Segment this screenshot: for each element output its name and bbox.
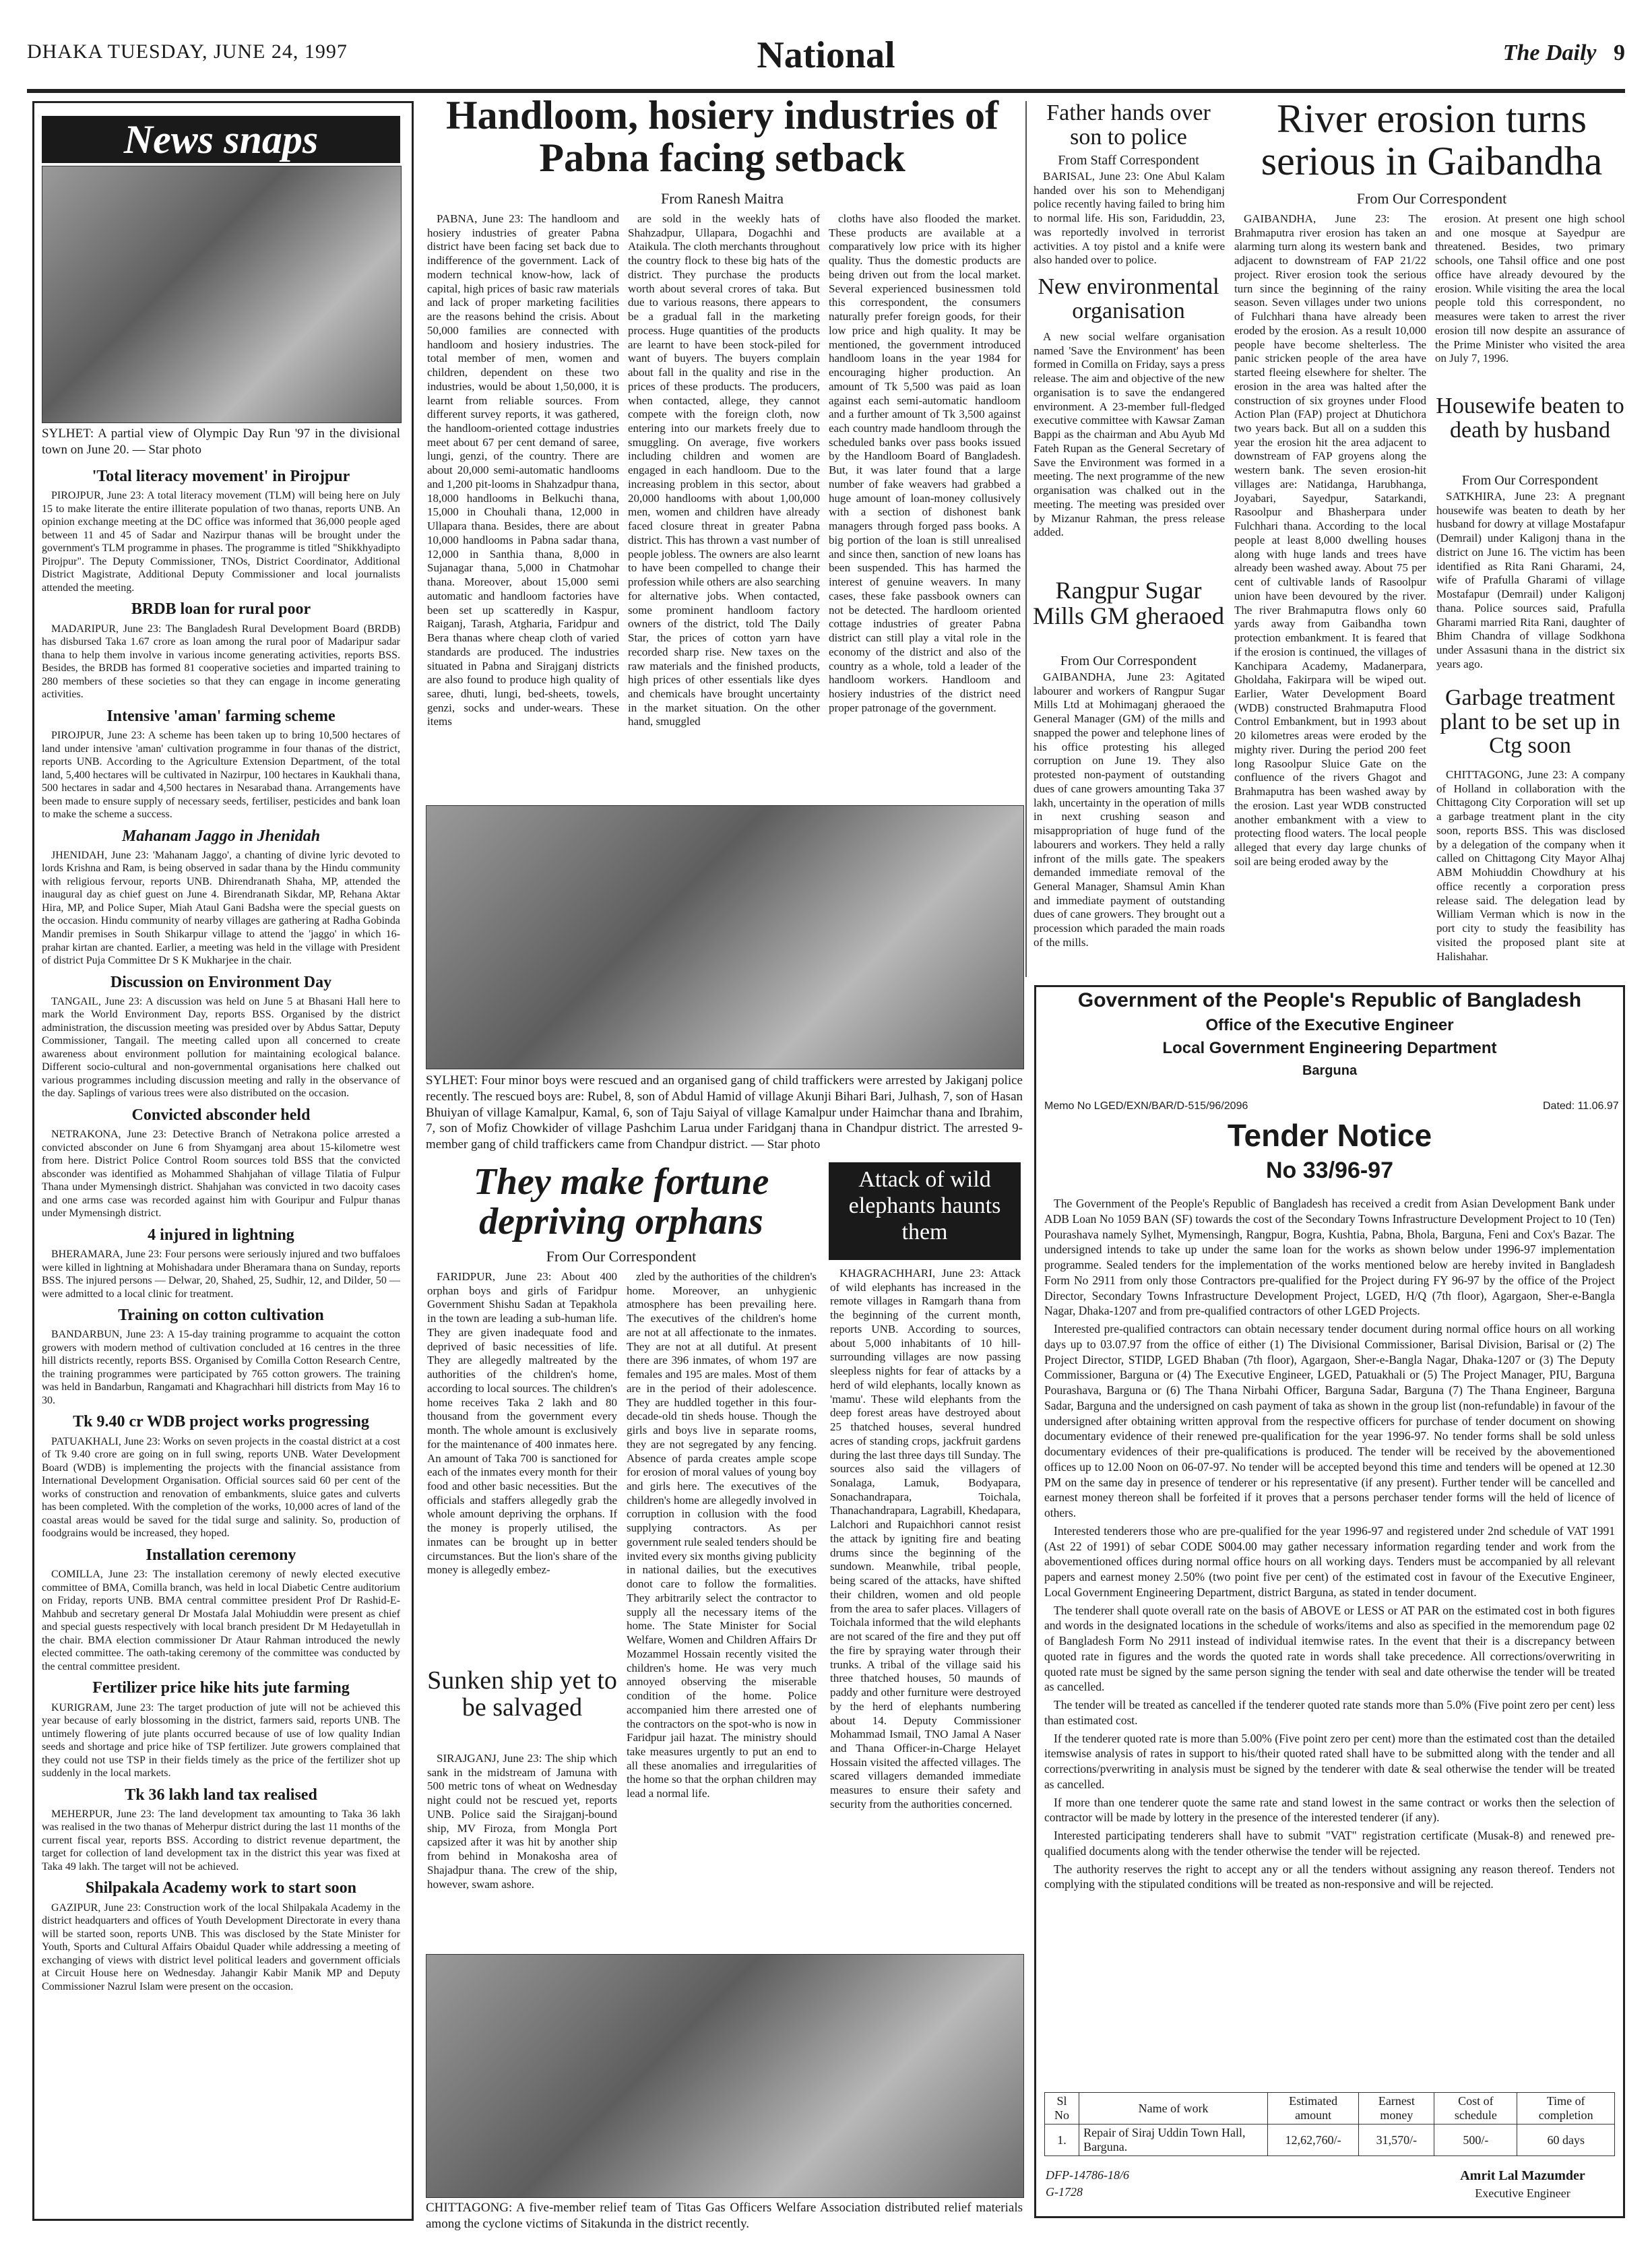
tender-title: Tender Notice	[1227, 1118, 1432, 1153]
snap-headline: Convicted absconder held	[131, 1106, 311, 1124]
snap-body: GAZIPUR, June 23: Construction work of the local Shilpakala Academy in the district headquarters and offices of Youth Development Directorate in every thana will be started soon, reports UNB. This was disclosed by the State Minister for Youth, Sports and Cultural Affairs Obaidul Quader while addressing a meeting of exchanging of views with district level political leaders and government officials at Circuit House here on Wednesday. Jahangir Kabir Manik MP and Deputy Commissioner Nazrul Islam were present on the occasion.	[42, 1901, 400, 1992]
paper-logo: The Daily 9	[1502, 40, 1625, 65]
tender-signer: Amrit Lal Mazumder	[1460, 2168, 1585, 2183]
river-erosion-col-1: GAIBANDHA, June 23: The Brahmaputra river erosion has taken an alarming turn along its western bank and adjacent to downstream of FAP 21/22 project. River erosion took the serious turn since the beginning of the rainy season. Seven villages under two unions of Fulchhari thana have already been eroded by the erosion. As a result 10,000 people have become shelterless. The panic stricken people of the area have started fleeing elsewhere for shelter. The erosion in the area was halted after the construction of six groynes under Flood Action Plan (FAP) project at Dhutichora two years back. But all on a sudden this year the erosion hit the area adjacent to downstream of FAP groyens along the western bank. The seven erosion-hit villages are: Natidanga, Harubhanga, Joyabari, Sayedpur, Satarkandi, Rasoolpur and Bhasherpara under Fulchhari thana. According to the local people at least 8,000 dwelling houses along with huge lands and trees have already been washed away. About 75 per cent of cultivable lands of Rasoolpur union have been devoured by the river. The river Brahmaputra flows only 60 yards away from Gaibandha town protection embankment. It is feared that if the erosion is continued, the villages of Kanchipara Academy, Madanerpara, Gholdaha, Fakirpara will be wiped out. Earlier, Water Development Board (WDB) constructed Brahmaputra Flood Control Embankment, but in 1993 about 20 kilometres areas were eroded by the mighty river. During the period 200 feet long Rasoolpur Sluice Gate on the confluence of the rivers Ghagot and Brahmaputra has been washed away by the erosion. Last year WDB constructed another embankment with a view to protecting flood waters. The local people alleged that every day large chunks of soil are being eroded away by the	[1234, 212, 1426, 868]
snap-body: PIROJPUR, June 23: A total literacy movement (TLM) will being here on July 15 to make literate the entire illiterate population of two thanas, reports UNB. An opinion exchange meeting at the DC office was informed that 36,000 people aged between 11 and 45 of Sadar and Nazirpur thanas will be brought under the government's TLM programme in phases. The programme is titled "Shikkhyadipto Pirojpur". The Deputy Commissioner, TNOs, District Coordinator, Additional District Magistrate, Additional Deputy Commissioner and local journalists attended the meeting.	[42, 490, 400, 594]
father-byline: From Staff Correspondent	[1058, 153, 1199, 168]
tender-paragraph: The authority reserves the right to accept any or all the tenders without assigning any reason thereof. Tenders not complying with the stipulated conditions will be treated as non-responsive and will be rejected.	[1044, 1862, 1615, 1891]
orphans-col-2: zled by the authorities of the children's home. Moreover, an unhygienic atmosphere has been prevailing here. The executives of the children's home are not at all affectionate to the inmates. They are not at all dutiful. At present there are 396 inmates, of whom 197 are females and 195 are males. Most of them are in the period of their adolescence. They are huddled together in this four-decade-old tin sheds house. Though the girls and boys live in separate rooms, they are not segregated by any fencing. Absence of parda creates ample scope for erosion of moral values of young boy and girls here. The executives of the children's home are allegedly involved in corruption in collusion with the food supplying contractors. As per government rule sealed tenders should be invited every six months giving publicity in national dailies, but the executives donot care to follow the formalities. They arbitrarily select the contractor to supply all the necessary items of the home. The State Minister for Social Welfare, Women and Children Affairs Dr Mozammel Hossain recently visited the children's home. He was very much annoyed observing the miserable condition of the home. Police accompanied him there arrested one of the contractors on the spot-who is now in Faridpur jail hazat. The ministry should take measures urgently to put an end to all these anomalies and irregularities of the home so that the orphan children may lead a normal life.	[627, 1270, 817, 1800]
tender-table-cell: 31,570/-	[1359, 2125, 1434, 2156]
snap-headline: Fertilizer price hike hits jute farming	[92, 1679, 350, 1697]
child-traffickers-photo	[426, 805, 1024, 1069]
tender-table-header: Earnest money	[1359, 2093, 1434, 2125]
tender-table-header: Name of work	[1079, 2093, 1268, 2125]
tender-paragraph: Interested tenderers those who are pre-qualified for the year 1996-97 and registered under 2nd schedule of VAT 1991 (Ast 22 of 1991) of sebar CODE S004.00 may gather necessary information regarding tender and work from the abovementioned offices during normal office hours on all working days. Tenders must be accompanied by all relevant papers and earnest money 2.50% (two point five per cent) of the estimated cost in favour of the Executive Engineer, Local Government Engineering Department, district Barguna, as stated in tender document.	[1044, 1523, 1615, 1599]
garbage-body: CHITTAGONG, June 23: A company of Holland in collaboration with the Chittagong City Corporation will set up a garbage treatment plant in the city soon, reports BSS. This was disclosed by a delegation of the company when it called on Chittagong City Mayor Alhaj ABM Mohiuddin Chowdhury at his office recently a corporation press release said. The delegation lead by William Verman which is now in the port city to study the feasibility has visited the proposed plant site at Halishahar.	[1436, 768, 1625, 963]
sunken-ship-body: SIRAJGANJ, June 23: The ship which sank in the midstream of Jamuna with 500 metric tons of wheat on Wednesday night could not be rescued yet, reports UNB. Police said the Sirajganj-bound ship, MV Firoza, from Mongla Port capsized after it was hit by another ship from behind in Monakosha area of Shajadpur thana. The crew of the ship, however, swam ashore.	[427, 1752, 617, 1891]
tender-table-cell: 12,62,760/-	[1268, 2125, 1359, 2156]
snap-body: TANGAIL, June 23: A discussion was held on June 5 at Bhasani Hall here to mark the World Environment Day, reports BSS. Organised by the district administration, the discussion meeting was presided over by Abdus Sattar, Deputy Commissioner, Tangail. The meeting called upon all concerned to create awareness about environment pollution for maintaining ecological balance. Different socio-cultural and non-governmental organisations here chalked out various programmes including discussion meeting and rally in the observance of the day. Saplings of various trees were also distributed on the occasion.	[42, 995, 400, 1100]
housewife-headline: Housewife beaten to death by husband	[1436, 394, 1624, 443]
tender-table-wrap	[1044, 2092, 1615, 2156]
tender-table-row	[1045, 2125, 1615, 2156]
tender-dept: Local Government Engineering Department	[1162, 1039, 1497, 1057]
handloom-col-2: are sold in the weekly hats of Shahzadpur, Ullapara, Dogachhi and Ataikula. The cloth merchants throughout the country flock to these big hats of the district. They purchase the products worth about several crores of taka. But due to various reasons, there appears to be a gradual fall in the marketing process. Huge quantities of the products are learnt to have been stock-piled for want of buyers. The buyers complain about fall in the quality and rise in the prices of these products. The producers, when contacted, allege, they cannot compete with the foreign cloth, now entering into our markets freely due to smuggling. On average, five workers including children and women are engaged in each handloom. Due to the increasing problem in this sector, about 20,000 handlooms with about 1,00,000 men, women and children have already faced closure threat in greater Pabna district. This has thrown a vast number of people jobless. The owners are also learnt to have been compelled to change their profession while others are also searching for alternative jobs. When contacted, some prominent handloom factory owners of the district, told The Daily Star, the prices of cotton yarn have recorded sharp rise. New taxes on the raw materials and the finished products, high prices of other essentials like dyes and chemicals have brought uncertainty in the market situation. On the other hand, smuggled	[628, 212, 820, 728]
tender-gov: Government of the People's Republic of Bangladesh	[1077, 989, 1582, 1011]
page-number: 9	[1614, 40, 1625, 65]
dateline: DHAKA TUESDAY, JUNE 24, 1997	[27, 40, 348, 63]
father-body: BARISAL, June 23: One Abul Kalam handed over his son to Mehendiganj police recently having failed to bring him to normal life. His son, Fariduddin, 23, was reportedly involved in terrorist activities. A toy pistol and a knife were also handed over to police.	[1034, 170, 1225, 267]
snap-body: JHENIDAH, June 23: 'Mahanam Jaggo', a chanting of divine lyric devoted to lords Krishna and Ram, is being observed in sadar thana by the Hindu community with religious fervour, reports UNB. Dhirendranath Shaha, MP, attended the inaugural day as chief guest on June 4. Birendranath Sikdar, MP, Rehana Aktar Hira, MP, and Police Super, Miah Ataul Gani Badsha were the special guests on the occasion. Hindu community of nearby villages are gathering at Radha Gobinda Mandir premises in South Shikarpur village to attend the 'jaggo' in which 16-prahar kirtan are chanted. Earlier, a meeting was held in the village with President of district Puja Committee Dr S K Mukharjee in the chair.	[42, 849, 400, 967]
river-erosion-col-2: erosion. At present one high school and one mosque at Sayedpur are threatened. Besides, two primary schools, one Tahsil office and one post office have already devoured by the erosion. While visiting the area the local people told this correspondent, no measures were taken to arrest the river erosion till now despite an assurance of the Prime Minister who visited the area on July 7, 1996.	[1435, 212, 1625, 365]
tender-table-header: Estimated amount	[1268, 2093, 1359, 2125]
tender-table-cell: Repair of Siraj Uddin Town Hall, Barguna.	[1079, 2125, 1268, 2156]
olympic-run-caption: SYLHET: A partial view of Olympic Day Run '97 in the divisional town on June 20. — Star photo	[42, 427, 400, 457]
snap-body: BANDARBUN, June 23: A 15-day training programme to acquaint the cotton growers with modern method of cultivation concluded at 16 centres in the three hill districts recently, reports BSS. Organised by Comilla Cotton Research Centre, the training programmes were participated by 765 cotton growers. The training was held in Bandarbun, Rangamati and Khagrachhari hill districts from May 16 to 30.	[42, 1329, 400, 1406]
tender-table-header: Cost of schedule	[1434, 2093, 1517, 2125]
snap-headline: BRDB loan for rural poor	[131, 600, 311, 619]
tender-place: Barguna	[1302, 1063, 1358, 1078]
snap-body: BHERAMARA, June 23: Four persons were seriously injured and two buffaloes were killed in lightning at Mohishadara under Bheramara thana on Sunday, reports BSS. The injured persons — Delwar, 20, Shahed, 25, Sudhir, 12, and Dilder, 50 — were admitted to a local clinic for treatment.	[42, 1249, 400, 1300]
orphans-col-1: FARIDPUR, June 23: About 400 orphan boys and girls of Faridpur Government Shishu Sadan at Tepakhola in the town are leading a sub-human life. They are given inadequate food and deprived of basic necessities of life. They are allegedly maltreated by the authorities of the children's home, according to local sources. The children's home receives Taka 2 lakh and 80 thousand from the government every month. The whole amount is exclusively for the maintenance of 400 inmates here. An amount of Taka 700 is sanctioned for each of the inmates every month for their food and other basic necessities. But the officials and staffers allegedly grab the whole amount depriving the orphans. If the money is properly utilised, the inmates can be brought up in better circumstances. But the lion's share of the money is allegedly embez-	[427, 1270, 617, 1577]
masthead	[27, 34, 1625, 88]
snap-headline: 4 injured in lightning	[148, 1226, 294, 1244]
river-erosion-byline: From Our Correspondent	[1356, 190, 1507, 207]
tender-memo: Memo No LGED/EXN/BAR/D-515/96/2096	[1044, 1100, 1248, 1112]
tender-office: Office of the Executive Engineer	[1205, 1016, 1454, 1034]
snap-headline: Installation ceremony	[146, 1546, 296, 1564]
snap-headline: Tk 9.40 cr WDB project works progressing	[73, 1413, 369, 1431]
tender-table-cell: 60 days	[1517, 2125, 1615, 2156]
snap-body: PIROJPUR, June 23: A scheme has been taken up to bring 10,500 hectares of land under intensive 'aman' cultivation programme in four thanas of the district, reports UNB. According to the Agriculture Extension Department, of the total land, 5,400 hectares will be cultivated in Nazirpur, 100 hectares in Kaukhali thana, 500 hectares in sadar and 4,500 hectares in Nesarabad thana. Arrangements have been made to ensure supply of necessary seeds, fertiliser, pesticides and bank loan to make the scheme a success.	[42, 730, 400, 821]
tender-paragraph: The Government of the People's Republic of Bangladesh has received a credit from Asian Development Bank under ADB Loan No 1059 BAN (SF) towards the cost of the Secondary Towns Infrastructure Development Project to 10 (Ten) Pourashava namely Sylhet, Mymensingh, Rangpur, Bogra, Kushtia, Pabna, Bhola, Barguna, Feni and Cox's Bazar. The undersigned intends to take up under the same loan for the works as shown below under 1996-97 implementation programme. Sealed tenders for the implementation of the works mentioned below are hereby invited in Bangladesh Form No 2911 from only those Contractors pre-qualified for the Project during FY 96-97 by the office of the Project Director, Secondary Towns Infrastructure Development Project, LGED, H/Q (7th floor), Agargaon, Sher-e-Bangla Nagar, Dhaka-1207 and from pre-qualified contractors of other LGED Projects.	[1044, 1197, 1615, 1318]
rangpur-body: GAIBANDHA, June 23: Agitated labourer and workers of Rangpur Sugar Mills Ltd at Mohimaganj gheraoed the General Manager (GM) of the mills and snapped the power and telephone lines of his office protesting his alleged corruption on June 19. They also protested non-payment of outstanding dues of cane growers amounting Taka 37 lakh, uncertainty in the operation of mills in next crushing season and misappropriation of huge fund of the labourers and workers. They held a rally infront of the mills gate. The speakers demanded immediate removal of the General Manager, Shamsul Amin Khan and immediate payment of outstanding dues of cane growers. They brought out a procession which paraded the main roads of the mills.	[1034, 670, 1225, 949]
tender-table	[1044, 2092, 1615, 2156]
handloom-byline: From Ranesh Maitra	[660, 190, 784, 207]
snap-headline: Training on cotton cultivation	[118, 1307, 324, 1325]
relief-photo	[426, 1954, 1024, 2198]
snap-headline: Mahanam Jaggo in Jhenidah	[121, 827, 321, 845]
snap-headline: Shilpakala Academy work to start soon	[85, 1879, 357, 1897]
snap-headline: Discussion on Environment Day	[110, 973, 332, 991]
father-headline: Father hands over son to police	[1046, 100, 1211, 150]
orphans-headline: They make fortune depriving orphans	[473, 1161, 769, 1242]
rangpur-headline: Rangpur Sugar Mills GM gheraoed	[1033, 577, 1224, 629]
orphans-byline: From Our Correspondent	[546, 1248, 697, 1265]
tender-paragraph: The tender will be treated as cancelled if the tenderer quoted rate stands more than 5.0% (Five point zero per cent) less than estimated cost.	[1044, 1698, 1615, 1727]
tender-table-cell: 1.	[1045, 2125, 1079, 2156]
olympic-run-photo	[42, 166, 402, 423]
sunken-ship-headline: Sunken ship yet to be salvaged	[427, 1666, 617, 1722]
elephants-headline: Attack of wild elephants haunts them	[829, 1162, 1021, 1260]
tender-paragraph: Interested participating tenderers shall have to submit "VAT" registration certificate (Musak-8) and renewed pre-qualified documents along with the tender otherwise the tender will be rejected.	[1044, 1829, 1615, 1858]
housewife-body: SATKHIRA, June 23: A pregnant housewife was beaten to death by her husband for dowry at village Mostafapur (Demrail) under Kaligonj thana in the district on June 16. The victim has been identified as Rita Rani Gharami, 24, wife of Prafulla Gharami of village Mostafapur (Demrail) under Kaligonj thana. Police sources said, Prafulla Gharami married Rita Rani, daughter of Bhim Chandra of village Sodkhona under Assasuni thana in the district six years ago.	[1436, 490, 1625, 670]
garbage-headline: Garbage treatment plant to be set up in Ctg soon	[1440, 685, 1620, 759]
elephants-body: KHAGRACHHARI, June 23: Attack of wild elephants has increased in the remote villages in Ramgarh thana from the beginning of the current month, reports UNB. According to sources, about 5,000 inhabitants of 10 hill-surrounding villages are now passing sleepless nights for fear of attacks by a herd of wild elephants, locally known as 'mamu'. These wild elephants from the deep forest areas have destroyed about 25 thatched houses, several hundred acres of standing crops, jackfruit gardens during the last three days till Sunday. The sources also said the villagers of Sonalaga, Lamuk, Bodyapara, Sonachandrapara, Toichala, Thanachandrapara, Lagrabill, Khedapara, Lalchori and Rupaichhori cannot resist the attack by igniting fire and beating drums since the beginning of the sundown. Meanwhile, tribal people, being scared of the attacks, have shifted their children, women and old people from the area to safer places. Villagers of Toichala informed that the wild elephants are not scared of the fire and they put off the fire by spraying water through their trunks. A tribal of the village said his three thatched houses, 50 maunds of paddy and other furniture were destroyed by the herd of elephants numbering about 14. Deputy Commissioner Mohammad Ismail, TNO Jamal A Naser and Thana Officer-in-Charge Helayet Hossain visited the affected villages. The scared villagers demanded immediate measures to ensure their safety and security from the authorities concerned.	[830, 1267, 1021, 1811]
snap-body: PATUAKHALI, June 23: Works on seven projects in the coastal district at a cost of Tk 9.40 crore are going on in full swing, reports UNB. Water Development Board (WDB) is implementing the projects with the financial assistance from International Development Organisation. Official sources said 60 per cent of the works of construction and renovation of embankments, sluice gates and culverts has been completed. With the completion of the works, 10,000 acres of land of the coastal areas would be saved for the tidal surge and salinity. So, production of foodgrains would be increased, they hoped.	[42, 1435, 400, 1540]
tender-paragraph: If the tenderer quoted rate is more than 5.00% (Five point zero per cent) more than the estimated cost than the detailed itemswise analysis of rates in support to his/their quoted rated shall have to be submitted along with the tender and all corrections/pverwriting in analysis must be signed by the tenderer with date & seal otherwise the tender will be treated as cancelled.	[1044, 1731, 1615, 1791]
snap-headline: 'Total literacy movement' in Pirojpur	[92, 468, 350, 485]
news-snaps-title: News snaps	[42, 116, 400, 163]
housewife-byline: From Our Correspondent	[1461, 473, 1599, 488]
section-title: National	[757, 34, 895, 76]
tender-paragraph: If more than one tenderer quote the same rate and stand lowest in the same contract or works then the selection of contractor will be made by lottery in the presence of the interested tenderer (if any).	[1044, 1795, 1615, 1825]
column-rule	[1025, 101, 1027, 977]
child-traffickers-caption: SYLHET: Four minor boys were rescued and an organised gang of child traffickers were arrested by Jakiganj police recently. The rescued boys are: Rubel, 8, son of Abdul Hamid of village Akunji Bihari Bari, Julhash, 7, son of Hasan Bhuiyan of village Kamalpur, Kamal, 6, son of Taju Saiyal of village Kamalpur under Haimchar thana and Ibrahim, 7, son of Mofiz Chowkider of village Pashchim Larua under Faridganj thana in Chandpur district. The arrested 9-member gang of child traffickers came from Chandpur district. — Star photo	[426, 1073, 1023, 1152]
river-erosion-headline: River erosion turns serious in Gaibandha	[1261, 96, 1603, 183]
tender-paragraph: Interested pre-qualified contractors can obtain necessary tender document during normal office hours on all working days up to 03.07.97 from the office of either (1) The Divisional Commissioner, Barisal Division, Barisal or (2) The Project Director, STIDP, LGED Bhaban (7th floor), Agargaon, Sher-e-Bangla Nagar, Dhaka-1207 or (3) The Deputy Commissioner, Barguna or (4) The Executive Engineer, LGED, Patuakhali or (5) The Project Manager, PIU, Barguna Pourashava, Barguna or (6) The Thana Nirbahi Officer, Barguna Sadar, Barguna (7) The Thana Engineer, Barguna Sadar, Barguna and the undersigned on cash payment of taka as shown in the group list (non-refundable) in favour of the undersigned after obtaining written approval from the respective officers for purchase of tender document on showing documentary evidence of their renewed pre-qualification for the year 1996-97. No tender forms shall be sold unless documentary evidences of their pre-qualifications is produced. The tender will be received by the abovementioned offices up to 12.00 Noon on 06-07-97. No tender will be accepted beyond this time and tenders will be opened at 12.30 PM on the same day in presence of tenderer or his representative (if any present). Further tender will be cancelled and earnest money thereon shall be forfeited if it proves that a persons perchaser tender forms will the held of licence of others.	[1044, 1322, 1615, 1519]
tender-number: No 33/96-97	[1266, 1158, 1393, 1183]
tender-dfp: DFP-14786-18/6	[1046, 2168, 1129, 2182]
snap-body: KURIGRAM, June 23: The target production of jute will not be achieved this year because of early blossoming in the district, farmers said, reports UNB. The untimely flowering of jute plants occurred because of use of low quality Indian seeds and shortage and price hike of TSP fertilizer. Jute growers complained that they could not use TSP in their fields timely as the price of the fertilizer shot up suddenly in the local markets.	[42, 1701, 400, 1780]
tender-body	[1044, 1196, 1615, 2085]
env-org-headline: New environmental organisation	[1038, 274, 1219, 323]
env-org-body: A new social welfare organisation named 'Save the Environment' has been formed in Comilla on Friday, says a press release. The aim and objective of the new organisation is to save the endangered environment. A 23-member full-fledged executive committee with Kawsar Zaman Bappi as the chairman and Abu Ayub Md Fateh Rupan as the General Secretary of Save the Environment was formed in a meeting. The next programme of the new organisation was chalked out in the meeting. The meeting was presided over by Mizanur Rahman, the press release added.	[1034, 330, 1225, 539]
tender-table-cell: 500/-	[1434, 2125, 1517, 2156]
handloom-headline: Handloom, hosiery industries of Pabna facing setback	[445, 93, 999, 180]
snap-headline: Tk 36 lakh land tax realised	[125, 1786, 317, 1804]
snap-headline: Intensive 'aman' farming scheme	[106, 707, 336, 725]
handloom-col-1: PABNA, June 23: The handloom and hosiery industries of greater Pabna district have been facing set back due to indifference of the government. Lack of modern technical know-how, lack of capital, high prices of basic raw materials and lack of proper marketing facilities are the reasons behind the crisis. About 50,000 families are connected with handloom and hosiery industries. The total member of men, women and children, dependent on these two industries, would be about 1,50,000, it is learnt from reliable sources. From different survey reports, it was gathered, the handloom-oriented cottage industries meet about 67 per cent demand of saree, lungi, genzi, of the country. There are about 20,000 semi-automatic handlooms and 1,200 pit-looms in Shahzadpur thana, 18,000 handlooms in Belkuchi thana, 15,000 in Chouhali thana, 12,000 in Ullapara thana. Besides, there are about 10,000 handlooms in Pabna sadar thana, 12,000 in Santhia thana, 8,000 in Sujanagar thana, 5,000 in Chatmohar thana. Moreover, about 15,000 semi automatic and handloom factories have been set up scatteredly in Kaspur, Raiganj, Tarash, Atgharia, Faridpur and Bera thanas where cheap cloth of varied standards are produced. The industries situated in Pabna and Sirajganj districts are also found to produce high quality of saree, dhuti, lungi, bed-sheets, towels, genzi, socks and under-wears. These items	[427, 212, 619, 728]
tender-gnum: G-1728	[1046, 2185, 1083, 2199]
tender-table-header: Time of completion	[1517, 2093, 1615, 2125]
snap-body: COMILLA, June 23: The installation ceremony of newly elected executive committee of BMA, Comilla branch, was held in local Diabetic Centre auditorium on Friday, reports UNB. BMA central committee president Prof Dr Rashid-E-Mahbub and secretary general Dr Mostafa Jalal Mohiuddin were present as chief and special guests respectively with local branch president Dr M Hedayetullah in the chair. BMA election commissioner Dr Ataur Rahman introduced the newly elected committee. The oath-taking ceremony of the committee was conducted by the central committee president.	[42, 1569, 400, 1672]
relief-caption: CHITTAGONG: A five-member relief team of Titas Gas Officers Welfare Association distributed relief materials among the cyclone victims of Sitakunda in the district recently.	[426, 2201, 1023, 2231]
rangpur-byline: From Our Correspondent	[1060, 654, 1197, 668]
tender-table-header: Sl No	[1045, 2093, 1079, 2125]
tender-date: Dated: 11.06.97	[1543, 1100, 1619, 1112]
tender-signer-title: Executive Engineer	[1475, 2186, 1570, 2200]
snap-body: MADARIPUR, June 23: The Bangladesh Rural Development Board (BRDB) has disbursed Taka 1.67 crore as loan among the rural poor of Madaripur sadar thana to help them involve in various income generating activities, reports BSS. Besides, the BRDB has formed 81 cooperative societies and imparted training to 280 members of these societies so that they can engage in income generating activities.	[42, 623, 400, 701]
tender-paragraph: The tenderer shall quote overall rate on the basis of ABOVE or LESS or AT PAR on the estimated cost in both figures and words in the designated locations in the schedule of works/items and also as specified in the memorendum page 02 of Bangladesh Form No 2911 instead of individual itemwise rates. In the event that their is a discrepancy between quoted rate in figures and the words the quoted rate in words shall take precedence. All corrections/overwriting in quoted rate must be signed by the same person signing the tender with seal and date otherwise the tender will be treated as cancelled.	[1044, 1603, 1615, 1694]
handloom-col-3: cloths have also flooded the market. These products are available at a comparatively low price with its higher quality. Thus the domestic products are being driven out from the local market. Several experienced businessmen told this correspondent, the consumers naturally prefer foreign goods, for their low price and high quality. It may be mentioned, the government introduced handloom loans in the year 1984 for encouraging higher production. An amount of Tk 5,500 was paid as loan against each semi-automatic handloom and a further amount of Tk 3,500 against each country made handloom through the scheduled banks over pass books issued by the Handloom Board of Bangladesh. But, it was later found that a large number of fake weavers had grabbed a huge amount of loan-money collusively with a section of dishonest bank managers through forged pass books. A big portion of the loan is still unrealised and since then, sanction of new loans has been suspended. This has harmed the interest of genuine weavers. In many cases, these fake passbook owners can not be detected. The hardloom oriented cottage industries of greater Pabna district can still play a vital role in the economy of the district and also of the country as a whole, told a leader of the handloom workers. Handloom and hosiery industries of the district need proper patronage of the government.	[829, 212, 1021, 714]
snap-body: MEHERPUR, June 23: The land development tax amounting to Taka 36 lakh was realised in the two thanas of Meherpur district during the last 11 months of the current fiscal year, reports BSS. According to district revenue department, the target for collection of land development tax in the district this year was fixed at Taka 49 lakh. The target will not be achieved.	[42, 1808, 400, 1872]
snap-body: NETRAKONA, June 23: Detective Branch of Netrakona police arrested a convicted absconder on June 6 from Shyamganj area about 15-kilometre west from here. District Police Control Room sources told BSS that the convicted absconder was identified as Mohammed Shahjahan of village Tilatia of Fulpur Thana under Mymensingh district. Shahjahan was convicted in two dacoity cases and one arms case was recorded against him with Gouripur and Fulpur thanas under Mymensingh district.	[42, 1129, 400, 1220]
news-snaps-items	[42, 462, 400, 2210]
tender-header	[1041, 989, 1618, 1079]
